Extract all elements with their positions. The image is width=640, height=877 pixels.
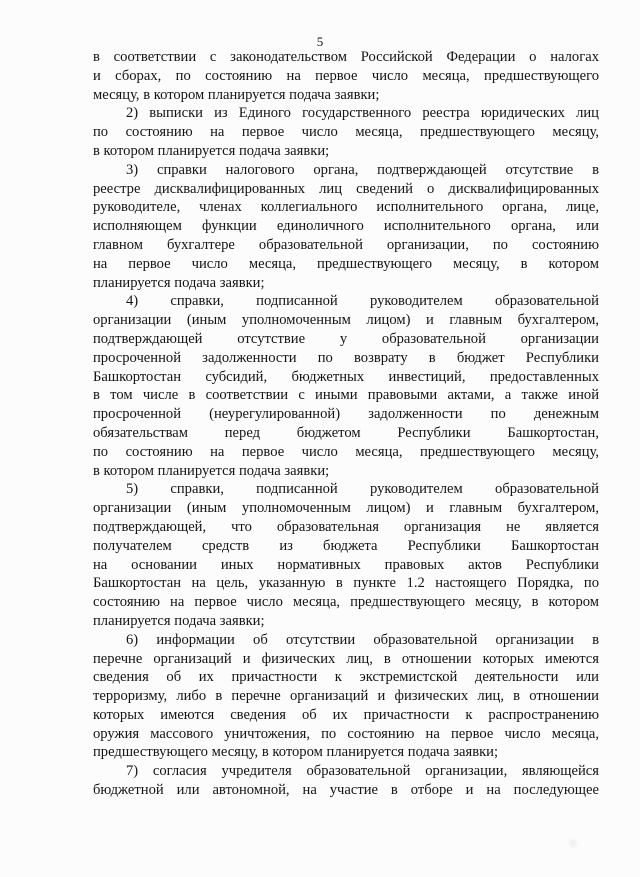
text-line: обязательствам перед бюджетом Республики Башкортостан,	[93, 424, 599, 441]
text-line: 3) справки налогового органа, подтверждающей отсутствие в	[126, 161, 599, 178]
text-line: которых имеются сведения об их причастности к распространению	[93, 706, 599, 723]
text-line: на основании иных нормативных правовых актов Республики	[93, 556, 599, 573]
text-line: на первое число месяца, предшествующего месяцу, в котором	[93, 255, 599, 272]
text-line: главном бухгалтере образовательной организации, по состоянию	[93, 236, 599, 253]
text-line: получателем средств из бюджета Республики Башкортостан	[93, 537, 599, 554]
text-line: подтверждающей, что образовательная организация не является	[93, 518, 599, 535]
text-line: 2) выписки из Единого государственного реестра юридических лиц	[126, 105, 599, 122]
text-line: месяцу, в котором планируется подача заявки;	[93, 86, 380, 103]
text-line: планируется подача заявки;	[93, 612, 265, 629]
text-line: в котором планируется подача заявки;	[93, 462, 330, 479]
text-line: исполняющем функции единоличного исполнительного органа, или	[93, 218, 599, 235]
text-line: Башкортостан на цель, указанную в пункте 1.2 настоящего Порядка, по	[93, 575, 599, 592]
text-line: 4) справки, подписанной руководителем образовательной	[126, 293, 599, 310]
document-body	[93, 48, 599, 800]
text-line: предшествующего месяцу, в котором планируется подача заявки;	[93, 744, 499, 761]
text-line: оружия массового уничтожения, по состоянию на первое число месяца,	[93, 725, 599, 742]
text-line: организации (иным уполномоченным лицом) и главным бухгалтером,	[93, 500, 599, 517]
text-line: организации (иным уполномоченным лицом) и главным бухгалтером,	[93, 312, 599, 329]
text-line: просроченной (неурегулированной) задолженности по денежным	[93, 406, 599, 423]
text-line: 7) согласия учредителя образовательной организации, являющейся	[126, 763, 599, 780]
text-line: подтверждающей отсутствие у образовательной организации	[93, 330, 599, 347]
text-line: перечне организаций и физических лиц, в отношении которых имеются	[93, 650, 599, 667]
text-line: в котором планируется подача заявки;	[93, 142, 330, 159]
scan-smudge	[566, 838, 580, 848]
text-line: и сборах, по состоянию на первое число месяца, предшествующего	[93, 67, 599, 84]
text-line: терроризму, либо в перечне организаций и физических лиц, в отношении	[93, 688, 599, 705]
text-line: 6) информации об отсутствии образовательной организации в	[126, 631, 599, 648]
text-line: бюджетной или автономной, на участие в отборе и на последующее	[93, 782, 599, 799]
text-line: Башкортостан субсидий, бюджетных инвестиций, предоставленных	[93, 368, 599, 385]
text-line: 5) справки, подписанной руководителем образовательной	[126, 481, 599, 498]
text-line: состоянию на первое число месяца, предшествующего месяцу, в котором	[93, 594, 599, 611]
text-line: по состоянию на первое число месяца, предшествующего месяцу,	[93, 443, 599, 460]
text-line: в том числе в соответствии с иными правовыми актами, а также иной	[93, 387, 599, 404]
text-line: в соответствии с законодательством Российской Федерации о налогах	[93, 49, 599, 65]
page-number: 5	[316, 34, 324, 49]
text-line: реестре дисквалифицированных лиц сведений о дисквалифицированных	[93, 180, 599, 197]
text-line: руководителе, членах коллегиального исполнительного органа, лице,	[93, 199, 599, 216]
text-line: просроченной задолженности по возврату в бюджет Республики	[93, 349, 599, 366]
text-line: сведения об их причастности к экстремистской деятельности или	[93, 669, 599, 686]
text-line: планируется подача заявки;	[93, 274, 265, 291]
text-line: по состоянию на первое число месяца, предшествующего месяцу,	[93, 124, 599, 141]
